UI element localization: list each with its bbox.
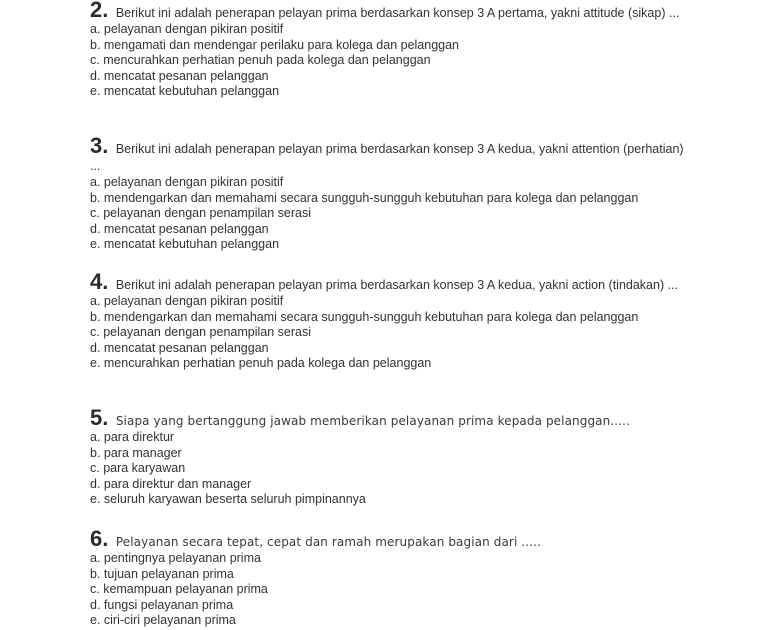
- question-header: [90, 405, 690, 430]
- question-number: 6.: [90, 526, 109, 551]
- option-b: b. para manager: [90, 445, 182, 460]
- option-b: b. mendengarkan dan memahami secara sungguh-sungguh kebutuhan para kolega dan pelanggan: [90, 309, 639, 324]
- option-d: d. fungsi pelayanan prima: [90, 597, 234, 612]
- question-header: [90, 526, 690, 551]
- option-c: c. kemampuan pelayanan prima: [90, 582, 268, 596]
- option-c: c. mencurahkan perhatian penuh pada kolega dan pelanggan: [90, 53, 431, 67]
- question-header: [90, 133, 690, 175]
- question-text: Pelayanan secara tepat, cepat dan ramah merupakan bagian dari .....: [115, 535, 541, 549]
- option-b: b. tujuan pelayanan prima: [90, 566, 234, 581]
- option-a: a. pelayanan dengan pikiran positif: [90, 22, 284, 36]
- option-a: a. para direktur: [90, 430, 175, 444]
- option-a: a. pelayanan dengan pikiran positif: [90, 294, 284, 308]
- question-number: 4.: [90, 269, 109, 294]
- option-c: c. para karyawan: [90, 461, 186, 475]
- question-text: Berikut ini adalah penerapan pelayan prima berdasarkan konsep 3 A kedua, yakni attention (perhatian) ...: [90, 142, 684, 173]
- option-a: a. pentingnya pelayanan prima: [90, 551, 261, 565]
- question-header: [90, 1, 690, 22]
- option-b: b. mengamati dan mendengar perilaku para kolega dan pelanggan: [90, 37, 460, 52]
- option-e: e. seluruh karyawan beserta seluruh pimpinannya: [90, 492, 366, 506]
- option-e: e. ciri-ciri pelayanan prima: [90, 613, 236, 627]
- option-d: d. mencatat pesanan pelanggan: [90, 221, 269, 236]
- question-text: Berikut ini adalah penerapan pelayan prima berdasarkan konsep 3 A pertama, yakni attitude (sikap) ...: [115, 6, 680, 20]
- question-6: [90, 526, 690, 629]
- question-text: Siapa yang bertanggung jawab memberikan pelayanan prima kepada pelanggan.....: [115, 414, 630, 428]
- question-header: [90, 269, 690, 294]
- option-d: d. mencatat pesanan pelanggan: [90, 68, 269, 83]
- question-number: 2.: [90, 0, 109, 22]
- question-4: [90, 269, 690, 372]
- option-e: e. mencatat kebutuhan pelanggan: [90, 84, 280, 98]
- option-e: e. mencatat kebutuhan pelanggan: [90, 237, 280, 251]
- option-d: d. mencatat pesanan pelanggan: [90, 340, 269, 355]
- option-e: e. mencurahkan perhatian penuh pada kolega dan pelanggan: [90, 356, 432, 370]
- option-c: c. pelayanan dengan penampilan serasi: [90, 206, 311, 220]
- question-2: [90, 1, 690, 100]
- question-text: Berikut ini adalah penerapan pelayan prima berdasarkan konsep 3 A kedua, yakni action (tindakan) ...: [115, 278, 679, 292]
- question-5: [90, 405, 690, 508]
- option-d: d. para direktur dan manager: [90, 476, 252, 491]
- question-number: 5.: [90, 405, 109, 430]
- option-a: a. pelayanan dengan pikiran positif: [90, 175, 284, 189]
- question-number: 3.: [90, 133, 109, 158]
- option-c: c. pelayanan dengan penampilan serasi: [90, 325, 311, 339]
- question-3: [90, 133, 690, 253]
- option-b: b. mendengarkan dan memahami secara sungguh-sungguh kebutuhan para kolega dan pelanggan: [90, 190, 639, 205]
